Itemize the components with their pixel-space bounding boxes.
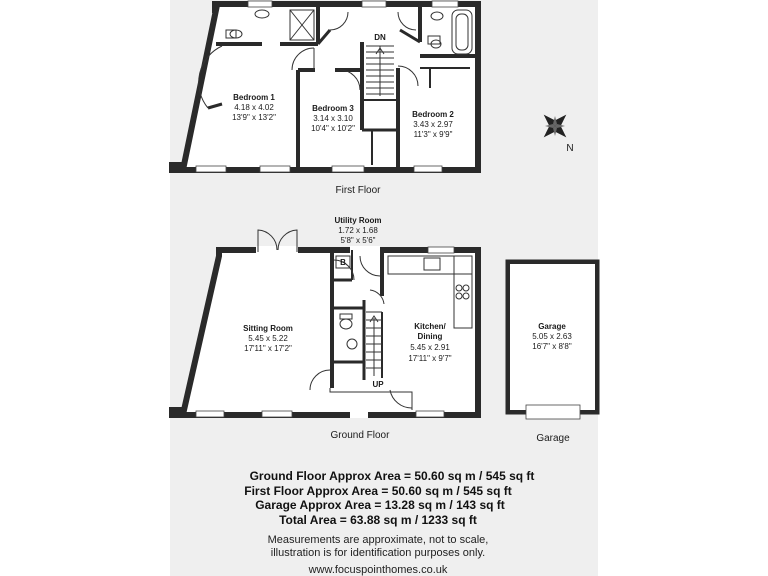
bedroom-2-imperial: 11'3" x 9'9" bbox=[413, 130, 453, 139]
bedroom-1-metric: 4.18 x 4.02 bbox=[234, 103, 274, 112]
disclaimer-line-2: illustration is for identification purposes only. bbox=[270, 547, 486, 559]
bedroom-1-imperial: 13'9" x 13'2" bbox=[232, 113, 276, 122]
garage-plan bbox=[508, 262, 597, 419]
garage-label: Garage bbox=[536, 433, 570, 444]
bedroom-3-name: Bedroom 3 bbox=[312, 104, 354, 113]
first-floor-stairs-label: DN bbox=[374, 33, 386, 42]
kitchen-dining-name: Kitchen/ bbox=[414, 322, 446, 331]
area-ground-floor: Ground Floor Approx Area = 50.60 sq m / 545 sq ft bbox=[249, 469, 535, 483]
ground-floor-stairs-label: UP bbox=[372, 380, 384, 389]
sitting-room-imperial: 17'11" x 17'2" bbox=[244, 344, 292, 353]
sitting-room-name: Sitting Room bbox=[243, 324, 293, 333]
first-floor-plan bbox=[172, 1, 478, 172]
disclaimer-line-1: Measurements are approximate, not to scale, bbox=[267, 534, 489, 546]
utility-room-imperial: 5'8" x 5'6" bbox=[340, 236, 376, 245]
kitchen-dining-name-2: Dining bbox=[417, 332, 443, 341]
area-first-floor: First Floor Approx Area = 50.60 sq m / 545 sq ft bbox=[244, 484, 512, 498]
compass-icon bbox=[541, 112, 569, 140]
compass-north-label: N bbox=[566, 143, 574, 154]
bedroom-2-name: Bedroom 2 bbox=[412, 110, 454, 119]
ground-floor-plan bbox=[172, 230, 478, 418]
bedroom-3-imperial: 10'4" x 10'2" bbox=[311, 124, 355, 133]
first-floor-label: First Floor bbox=[335, 185, 381, 196]
garage-room-name: Garage bbox=[538, 322, 566, 331]
area-garage: Garage Approx Area = 13.28 sq m / 143 sq ft bbox=[255, 498, 505, 512]
garage-room-metric: 5.05 x 2.63 bbox=[532, 332, 572, 341]
bedroom-3-metric: 3.14 x 3.10 bbox=[313, 114, 353, 123]
bedroom-1-name: Bedroom 1 bbox=[233, 93, 275, 102]
website-link[interactable]: www.focuspointhomes.co.uk bbox=[308, 564, 448, 576]
bedroom-2-metric: 3.43 x 2.97 bbox=[413, 120, 453, 129]
first-floor-outer-wall bbox=[172, 4, 478, 170]
area-total: Total Area = 63.88 sq m / 1233 sq ft bbox=[279, 513, 477, 527]
kitchen-dining-imperial: 17'11" x 9'7" bbox=[408, 354, 452, 363]
garage-room-imperial: 16'7" x 8'8" bbox=[532, 342, 572, 351]
kitchen-dining-metric: 5.45 x 2.91 bbox=[410, 343, 450, 352]
utility-room-name: Utility Room bbox=[334, 216, 382, 225]
ground-floor-label: Ground Floor bbox=[330, 430, 390, 441]
utility-room-metric: 1.72 x 1.68 bbox=[338, 226, 378, 235]
ground-cupboard-label: B bbox=[340, 258, 346, 267]
sitting-room-metric: 5.45 x 5.22 bbox=[248, 334, 288, 343]
